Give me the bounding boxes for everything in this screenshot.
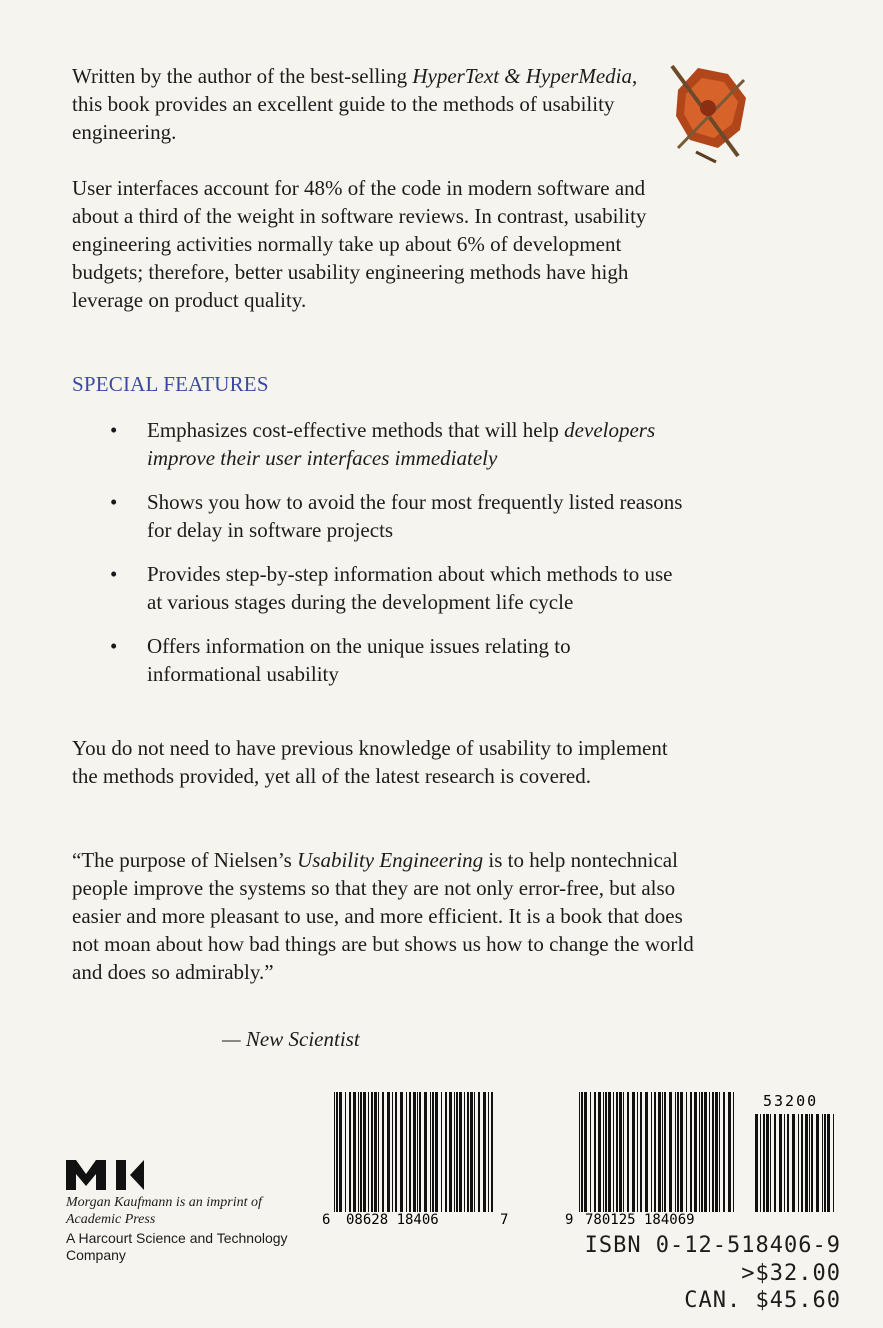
isbn-number: ISBN 0-12-518406-9 [584,1233,841,1258]
feature-item [110,560,690,616]
upc-bar [449,1092,452,1212]
ean-bar [664,1092,666,1212]
ean-bar [645,1092,648,1212]
ean-bar [637,1092,638,1212]
ean-bar [694,1092,697,1212]
bullet-icon: • [110,634,118,658]
upc-bar [392,1092,393,1212]
feature-item [110,416,690,472]
upc-bar [454,1092,455,1212]
addon-bar [763,1114,765,1212]
quote-pre: “The purpose of Nielsen’s [72,848,298,872]
ean-bar [590,1092,591,1212]
upc-bar [491,1092,493,1212]
addon-bar [824,1114,826,1212]
ean-bar [616,1092,618,1212]
feature-text: Emphasizes cost-effective methods that will help [147,418,565,442]
ean-bar [658,1092,661,1212]
addon-bar [770,1114,771,1212]
addon-bar [833,1114,834,1212]
upc-bar [371,1092,373,1212]
ean-bar [603,1092,604,1212]
upc-bar [336,1092,338,1212]
ean-bar [651,1092,652,1212]
ean-bar [709,1092,710,1212]
features-list [110,416,690,704]
upc-bar [432,1092,434,1212]
upc-bar [387,1092,390,1212]
upc-bar [334,1092,335,1212]
knowledge-paragraph: You do not need to have previous knowledge of usability to implement the methods provided, yet all of the latest research is covered. [72,736,668,788]
upc-bar [417,1092,418,1212]
feature-item [110,488,690,544]
addon-bar [774,1114,776,1212]
ean-bar [608,1092,611,1212]
ean-digits: 780125 184069 [585,1212,695,1228]
addon-bar [766,1114,769,1212]
upc-bar [413,1092,416,1212]
feature-item [110,632,690,688]
addon-bar [811,1114,813,1212]
intro-pre: Written by the author of the best-selling [72,64,413,88]
ean-bar [627,1092,629,1212]
addon-bar [792,1114,795,1212]
upc-bar [400,1092,403,1212]
ean-bar [654,1092,656,1212]
isbn-barcode [565,1090,845,1230]
ean-bar [632,1092,635,1212]
upc-right-digit: 7 [500,1212,509,1228]
ean-bar [728,1092,731,1212]
bullet-icon: • [110,562,118,586]
bullet-icon: • [110,418,118,442]
price-us: >$32.00 [741,1261,841,1286]
upc-bar [483,1092,486,1212]
mk-logo-icon [66,1160,176,1190]
stats-paragraph: User interfaces account for 48% of the code in modern software and about a third of the weight in software reviews. In contrast, usability engineering activities normally take up about 6% of development budgets; therefore, better usability engineering methods have high leverage on product quality. [72,176,647,312]
upc-bar [368,1092,369,1212]
ean-bar [581,1092,583,1212]
upc-digits: 08628 18406 [346,1212,439,1228]
quote-attribution: — New Scientist [222,1027,360,1051]
upc-bar [409,1092,411,1212]
addon-bar [809,1114,810,1212]
upc-bar [374,1092,377,1212]
upc-bar [467,1092,469,1212]
addon-bar [801,1114,803,1212]
ean-bar [598,1092,601,1212]
upc-bar [430,1092,431,1212]
ean-bar [662,1092,663,1212]
ean-bar [605,1092,607,1212]
ean-bar [680,1092,683,1212]
upc-bar [345,1092,346,1212]
feature-text: Offers information on the unique issues relating to informational usability [147,634,571,686]
addon-bar [784,1114,785,1212]
review-quote [72,846,712,986]
ean-bar [619,1092,622,1212]
bullet-icon: • [110,490,118,514]
upc-bar [419,1092,421,1212]
ean-bar [712,1092,714,1212]
upc-bar [488,1092,489,1212]
feature-text: Shows you how to avoid the four most frequently listed reasons for delay in software projects [147,490,683,542]
upc-bar [478,1092,480,1212]
ean-bar [699,1092,700,1212]
company-text: A Harcourt Science and Technology Company [66,1230,288,1263]
upc-bar [358,1092,359,1212]
ean-bar [686,1092,687,1212]
intro-book-title: HyperText & HyperMedia [412,64,632,88]
ean-bar [669,1092,672,1212]
upc-bar [474,1092,475,1212]
addon-bar [816,1114,819,1212]
addon-bar [805,1114,808,1212]
upc-bar [382,1092,384,1212]
upc-bar [360,1092,362,1212]
upc-bar [445,1092,447,1212]
addon-bar [755,1114,758,1212]
addon-bar [760,1114,761,1212]
ean-bar [690,1092,692,1212]
upc-bar [464,1092,465,1212]
upc-bar [424,1092,427,1212]
upc-bar [339,1092,342,1212]
ean-bar [733,1092,734,1212]
addon-bar [822,1114,823,1212]
quote-book-title: Usability Engineering [297,848,484,872]
addon-bar [787,1114,789,1212]
addon-bar [798,1114,799,1212]
intro-post: , this book provides an excellent guide to the methods of usability engineering. [72,64,638,144]
ean-bar [677,1092,679,1212]
upc-bar [459,1092,462,1212]
ean-bar [701,1092,703,1212]
ean-bar [640,1092,642,1212]
addon-bar [779,1114,782,1212]
ean-bar [719,1092,720,1212]
ean-bar [613,1092,614,1212]
upc-bar [353,1092,356,1212]
ean-bar [579,1092,580,1212]
upc-bar [406,1092,407,1212]
ean-bar [623,1092,624,1212]
ean-left-digit: 9 [565,1212,574,1228]
ean-bar [594,1092,596,1212]
upc-bar [441,1092,442,1212]
addon-digits: 53200 [763,1092,819,1110]
upc-left-digit: 6 [322,1212,331,1228]
ean-bar [723,1092,725,1212]
feature-text: Provides step-by-step information about which methods to use at various stages during the development life cycle [147,562,673,614]
upc-bar [435,1092,438,1212]
upc-bar [349,1092,351,1212]
upc-bar [395,1092,397,1212]
ean-bar [675,1092,676,1212]
addon-bar [827,1114,830,1212]
upc-bar [456,1092,458,1212]
features-heading: SPECIAL FEATURES [72,372,269,396]
upc-bar [378,1092,379,1212]
ean-bar [704,1092,707,1212]
quote-post: is to help nontechnical people improve the systems so that they are not only error-free, but also easier and more pleasant to use, and more efficient. It is a book that does not moan about how bad things are but shows us how to change the world and does so admirably.” [72,848,694,984]
price-can: CAN. $45.60 [684,1288,841,1313]
intro-paragraph [72,62,642,146]
feature-italic: developers improve their user interfaces immediately [147,418,656,470]
upc-barcode [318,1090,518,1230]
cover-art-image [668,60,752,164]
upc-bar [470,1092,473,1212]
ean-bar [715,1092,718,1212]
imprint-text: Morgan Kaufmann is an imprint of Academic Press [66,1195,262,1227]
ean-bar [584,1092,587,1212]
upc-bar [363,1092,366,1212]
